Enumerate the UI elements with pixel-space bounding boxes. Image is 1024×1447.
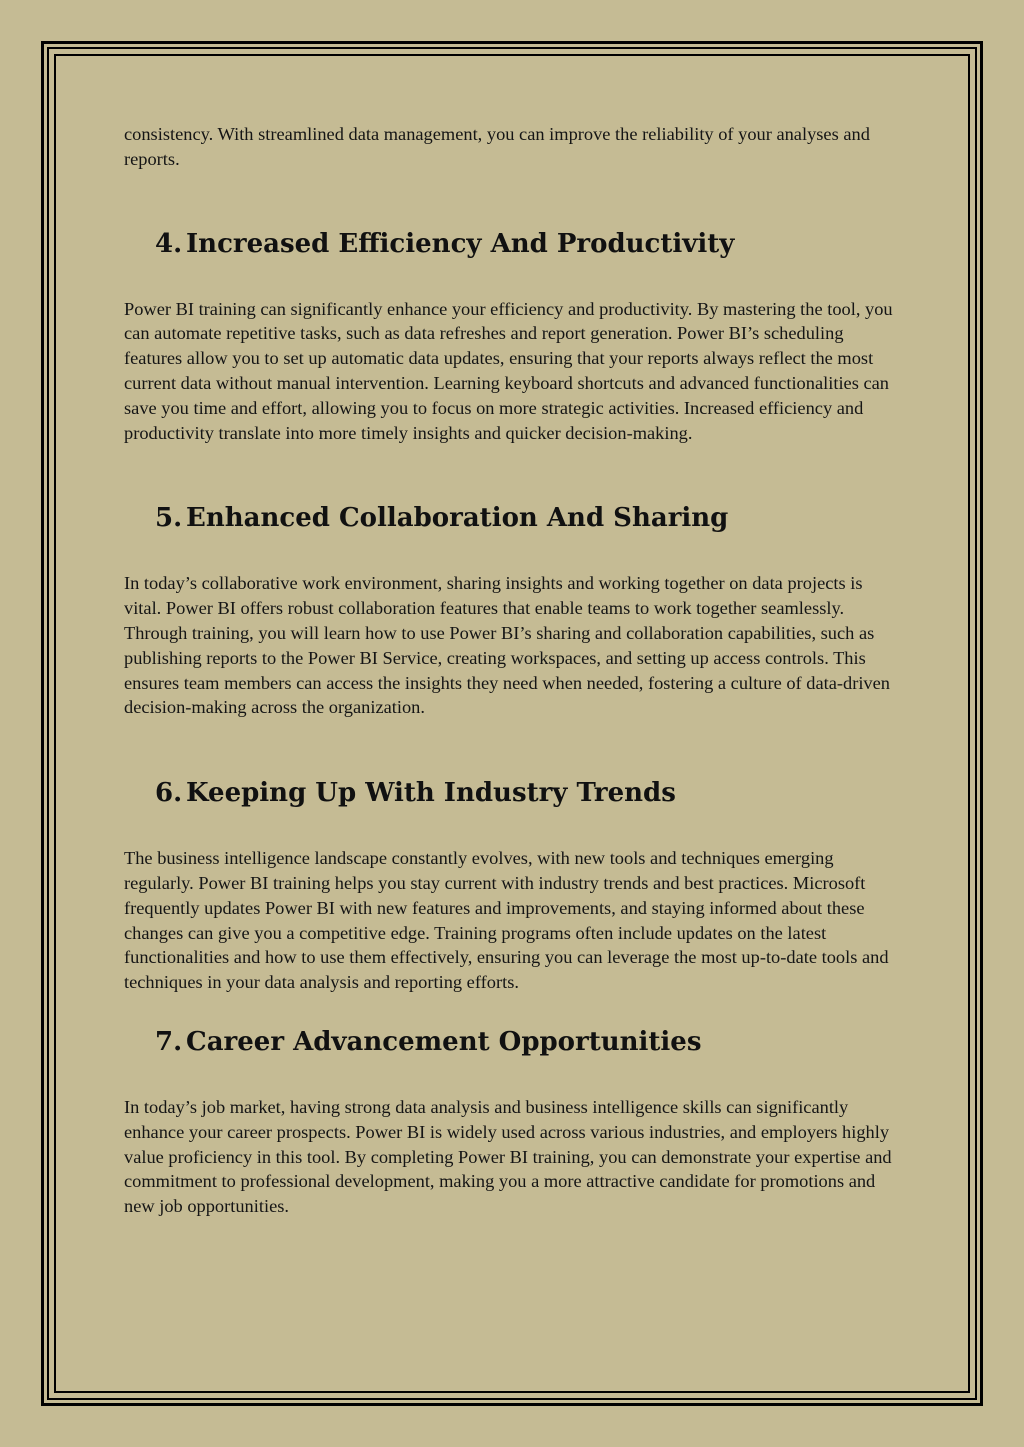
section-body-6: The business intelligence landscape constantly evolves, with new tools and techniques emerging regularly. Power BI training helps you stay current with industry trends and best practices. Microsoft frequently updates Power BI with new features and improvements, and staying informed about these changes can give you a competitive edge. Training programs often include updates on the latest functionalities and how to use them effectively, ensuring you can leverage the most up-to-date tools and techniques in your data analysis and reporting efforts.: [124, 848, 889, 993]
section-body-5: In today’s collaborative work environment, sharing insights and working together on data projects is vital. Power BI offers robust collaboration features that enable teams to work together seamlessly. Through training, you will learn how to use Power BI’s sharing and collaboration capabilities, such as publishing reports to the Power BI Service, creating workspaces, and setting up access controls. This ensures team members can access the insights they need when needed, fostering a culture of data-driven decision-making across the organization.: [124, 573, 890, 718]
section-title: Career Advancement Opportunities: [186, 1026, 702, 1057]
section-title: Increased Efficiency And Productivity: [186, 228, 735, 259]
section-number: 6.: [155, 778, 183, 809]
section-heading-4: [124, 227, 904, 261]
section-body-4: Power BI training can significantly enhance your efficiency and productivity. By mastering the tool, you can automate repetitive tasks, such as data refreshes and report generation. Power BI’s scheduling features allow you to set up automatic data updates, ensuring that your reports always reflect the most current data without manual intervention. Learning keyboard shortcuts and advanced functionalities can save you time and effort, allowing you to focus on more strategic activities. Increased efficiency and productivity translate into more timely insights and quicker decision-making.: [124, 298, 893, 443]
document-content: [124, 122, 904, 1219]
section-heading-5: [124, 501, 904, 535]
section-heading-7: [124, 1025, 904, 1059]
section-heading-6: [124, 776, 904, 810]
section-body-7: In today’s job market, having strong data analysis and business intelligence skills can significantly enhance your career prospects. Power BI is widely used across various industries, and employers highly value proficiency in this tool. By completing Power BI training, you can demonstrate your expertise and commitment to professional development, making you a more attractive candidate for promotions and new job opportunities.: [124, 1096, 892, 1217]
intro-paragraph: consistency. With streamlined data management, you can improve the reliability of your analyses and reports.: [124, 124, 870, 169]
section-number: 4.: [155, 228, 183, 259]
section-number: 5.: [155, 503, 183, 534]
section-title: Keeping Up With Industry Trends: [186, 778, 676, 809]
section-number: 7.: [155, 1026, 183, 1057]
section-title: Enhanced Collaboration And Sharing: [186, 503, 729, 534]
